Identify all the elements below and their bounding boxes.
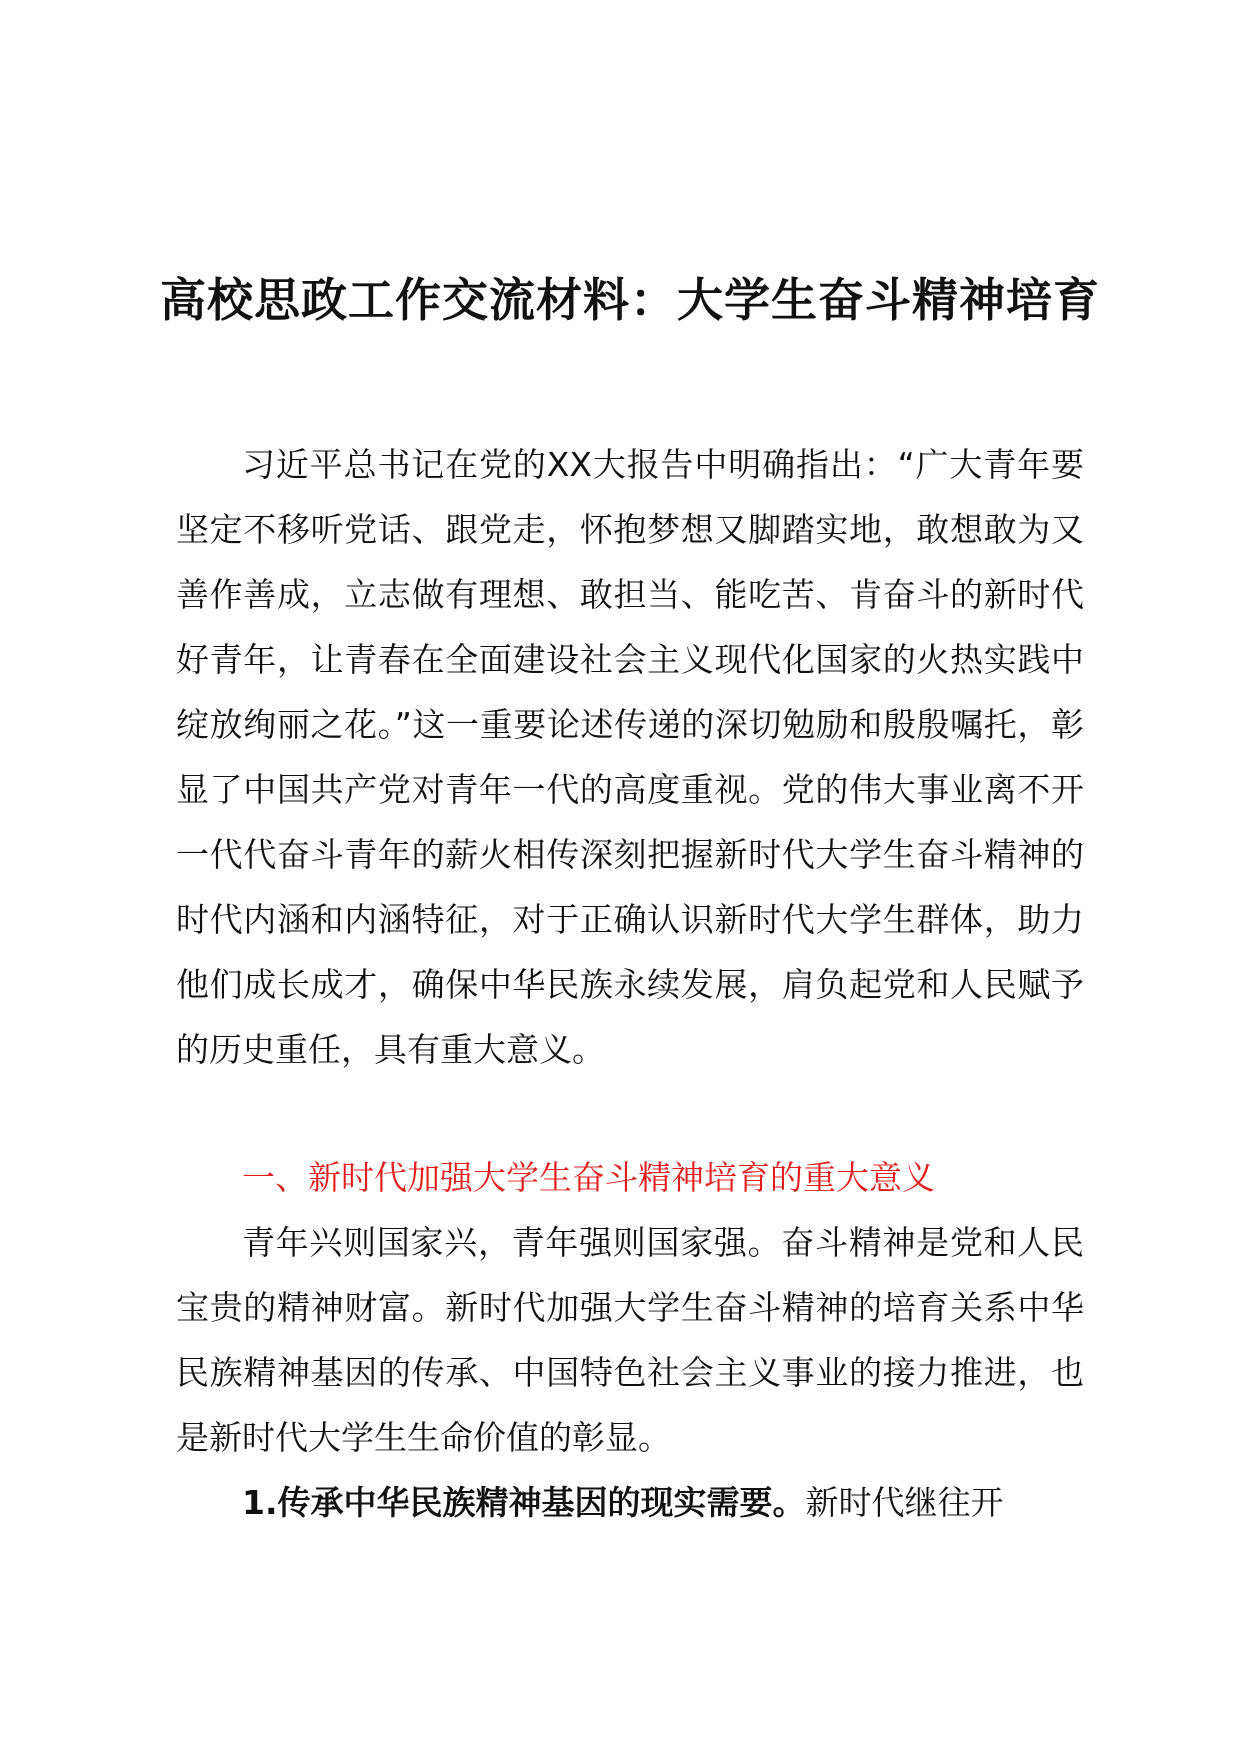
subsection-text: 新时代继往开 bbox=[805, 1483, 1004, 1522]
subsection-lead: 1.传承中华民族精神基因的现实需要。 bbox=[242, 1483, 806, 1522]
subsection-paragraph-1 bbox=[176, 1470, 1084, 1535]
intro-paragraph: 习近平总书记在党的XX大报告中明确指出：“广大青年要坚定不移听党话、跟党走，怀抱梦想又脚踏实地，敢想敢为又善作善成，立志做有理想、敢担当、能吃苦、肯奋斗的新时代好青年，让青春在全面建设社会主义现代化国家的火热实践中绽放绚丽之花。”这一重要论述传递的深切勉励和殷殷嘱托，彰显了中国共产党对青年一代的高度重视。党的伟大事业离不开一代代奋斗青年的薪火相传深刻把握新时代大学生奋斗精神的时代内涵和内涵特征，对于正确认识新时代大学生群体，助力他们成长成才，确保中华民族永续发展，肩负起党和人民赋予的历史重任，具有重大意义。 bbox=[176, 445, 1084, 1069]
section-paragraph-1: 青年兴则国家兴，青年强则国家强。奋斗精神是党和人民宝贵的精神财富。新时代加强大学生奋斗精神的培育关系中华民族精神基因的传承、中国特色社会主义事业的接力推进，也是新时代大学生生命价值的彰显。 bbox=[176, 1223, 1084, 1457]
document-title: 高校思政工作交流材料：大学生奋斗精神培育 bbox=[160, 273, 1100, 327]
section-heading-1: 一、新时代加强大学生奋斗精神培育的重大意义 bbox=[242, 1158, 935, 1197]
